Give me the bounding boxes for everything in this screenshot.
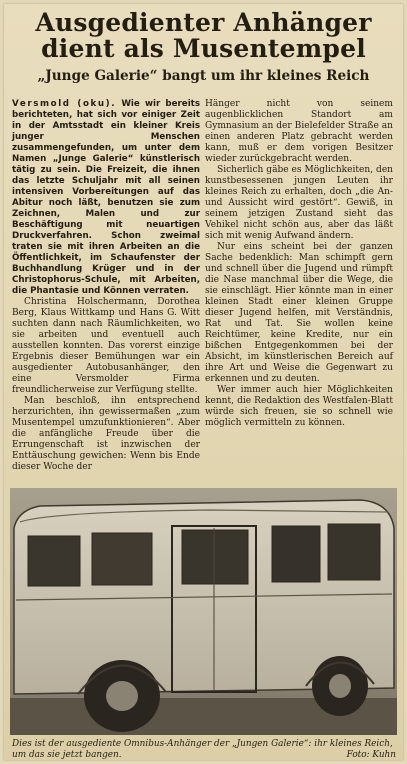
paragraph-2: Christina Holschermann, Dorothea Berg, Klaus Wittkamp und Hans G. Witt suchten dann nach Räumlichkeiten, wo sie arbeiten und eventuell auch ausstellen konnten. Das vorerst einzige Ergebnis dieser Bemühungen war ein ausgedienter Autobusanhänger, den eine Versmolder Firma freundlicherweise zur Verfügung stellte. bbox=[12, 297, 200, 395]
headline-line-1: Ausgedienter Anhänger bbox=[35, 8, 372, 37]
paragraph-3: Man beschloß, ihn entsprechend herzurichten, ihn gewissermaßen „zum Musentempel umzufunktionieren“. Aber die anfängliche Freude über die Errungenschaft ist inzwischen der Enttäuschung gewichen: Wenn bis Ende dieser Woche der bbox=[12, 396, 200, 472]
lead-paragraph bbox=[12, 99, 200, 297]
paragraph-7: Wer immer auch hier Möglichkeiten kennt, die Redaktion des Westfalen-Blatt würde sich freuen, sie so schnell wie möglich vermitteln zu können. bbox=[205, 385, 393, 428]
paragraph-6: Nur eins scheint bei der ganzen Sache bedenklich: Man schimpft gern und schnell über die Jugend und rümpft die Nase manchmal über die Wege, die sie einschlägt. Hier könnte man in einer kleinen Stadt einer kleinen Gruppe dieser Jugend helfen, mit Verständnis, Rat und Tat. Sie wollen keine Reichtümer, keine Kredite, nur ein bißchen Entgegenkommen bei der Absicht, im künstlerischen Bereich auf ihre Art und Weise die Gegenwart zu erkennen und zu deuten. bbox=[205, 242, 393, 384]
newspaper-clipping bbox=[4, 4, 403, 760]
headline bbox=[4, 10, 403, 62]
photo-credit: Foto: Kuhn bbox=[346, 749, 396, 760]
paragraph-5: Sicherlich gäbe es Möglichkeiten, den kunstbesessenen jungen Leuten ihr kleines Reich zu erhalten, doch „die An- und Aussicht wird gestört“. Gewiß, in seinem jetzigen Zustand sieht das Vehikel nicht schön aus, aber das läßt sich mit wenig Aufwand ändern. bbox=[205, 165, 393, 241]
caption-text: Dies ist der ausgediente Omnibus-Anhänger der „Jungen Galerie“: ihr kleines Reich, um das sie jetzt bangen. bbox=[12, 739, 393, 760]
subheadline: „Junge Galerie“ bangt um ihr kleines Reich bbox=[37, 68, 370, 84]
article-column-right bbox=[205, 99, 393, 429]
trailer-photo bbox=[10, 488, 397, 735]
dateline: Versmold (oku). bbox=[12, 99, 117, 109]
headline-line-2: dient als Musentempel bbox=[41, 34, 366, 63]
paragraph-4: Hänger nicht von seinem augenblicklichen Standort am Gymnasium an der Bielefelder Straße an einen anderen Platz gebracht werden kann, muß er dem vorigen Besitzer wieder zurückgebracht werden. bbox=[205, 99, 393, 164]
lead-text: Wie wir bereits berichteten, hat sich vor einiger Zeit in der Amtsstadt ein kleiner Kreis junger Menschen zusammengefunden, um unter dem Namen „Junge Galerie“ künstlerisch tätig zu sein. Die Freizeit, die ihnen das letzte Schuljahr mit all seinen intensiven Vorbereitungen auf das Abitur noch läßt, benutzen sie zum Zeichnen, Malen und zur Beschäftigung mit neuartigen Druckverfahren. Schon zweimal traten sie mit ihren Arbeiten an die Öffentlichkeit, im Schaufenster der Buchhandlung Krüger und in der Christophorus-Schule, mit Arbeiten, die Phantasie und Können verraten. bbox=[12, 99, 200, 296]
photo-caption bbox=[12, 739, 396, 760]
article-column-left bbox=[12, 99, 200, 473]
omnibus-trailer-image bbox=[10, 488, 397, 735]
